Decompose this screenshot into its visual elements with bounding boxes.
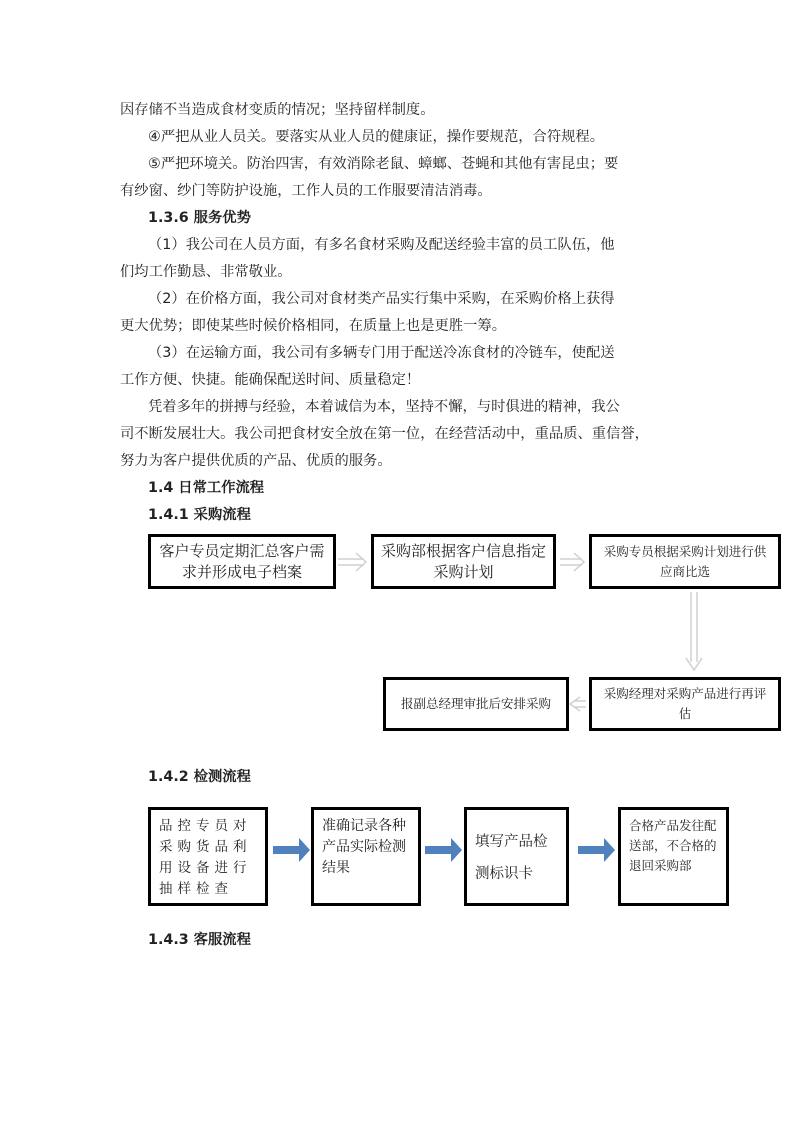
text-line: 凭着多年的拼搏与经验，本着诚信为本，坚持不懈，与时俱进的精神，我公 (148, 399, 620, 415)
flow-step-4: 采购经理对采购产品进行再评估 (589, 677, 781, 731)
text-line: ④严把从业人员关。要落实从业人员的健康证，操作要规范，合符规程。 (148, 129, 605, 145)
arrow-down-icon (686, 592, 702, 670)
text-line: 有纱窗、纱门等防护设施，工作人员的工作服要清洁消毒。 (120, 183, 492, 199)
flow-step-3: 采购专员根据采购计划进行供应商比选 (589, 534, 781, 589)
arrow-right-icon (338, 553, 366, 571)
flow-step-2: 采购部根据客户信息指定采购计划 (371, 534, 556, 589)
flow-step-5: 报副总经理审批后安排采购 (383, 677, 569, 731)
heading-1-4-3: 1.4.3 客服流程 (148, 932, 251, 948)
arrow-right-icon (578, 838, 615, 862)
flow-step-1: 客户专员定期汇总客户需求并形成电子档案 (148, 534, 336, 589)
text-line: 努力为客户提供优质的产品、优质的服务。 (120, 453, 392, 469)
text-line: 工作方便、快捷。能确保配送时间、质量稳定！ (120, 372, 421, 388)
arrow-right-icon (273, 838, 310, 862)
text-line: （1）我公司在人员方面，有多名食材采购及配送经验丰富的员工队伍，他 (148, 237, 615, 253)
inspection-step-4: 合格产品发往配送部，不合格的退回采购部 (618, 807, 729, 906)
heading-1-4-2: 1.4.2 检测流程 (148, 769, 251, 785)
heading-1-4: 1.4 日常工作流程 (148, 480, 265, 496)
text-line: 更大优势；即使某些时候价格相同，在质量上也是更胜一筹。 (120, 318, 507, 334)
arrow-left-icon (570, 697, 586, 711)
text-line: 们均工作勤恳、非常敬业。 (120, 264, 292, 280)
text-line: （3）在运输方面，我公司有多辆专门用于配送冷冻食材的冷链车，使配送 (148, 345, 615, 361)
text-line: 因存储不当造成食材变质的情况；坚持留样制度。 (120, 102, 435, 118)
inspection-step-1: 品控专员对采购货品利用设备进行抽样检查 (148, 807, 268, 906)
arrow-right-icon (560, 553, 584, 571)
inspection-step-3: 填写产品检测标识卡 (464, 807, 569, 906)
inspection-step-2: 准确记录各种产品实际检测结果 (311, 807, 421, 906)
heading-1-4-1: 1.4.1 采购流程 (148, 507, 251, 523)
text-line: ⑤严把环境关。防治四害，有效消除老鼠、蟑螂、苍蝇和其他有害昆虫；要 (148, 156, 619, 172)
text-line: （2）在价格方面，我公司对食材类产品实行集中采购，在采购价格上获得 (148, 291, 615, 307)
arrow-right-icon (425, 838, 462, 862)
heading-1-3-6: 1.3.6 服务优势 (148, 210, 251, 226)
text-line: 司不断发展壮大。我公司把食材安全放在第一位，在经营活动中，重品质、重信誉， (120, 426, 649, 442)
